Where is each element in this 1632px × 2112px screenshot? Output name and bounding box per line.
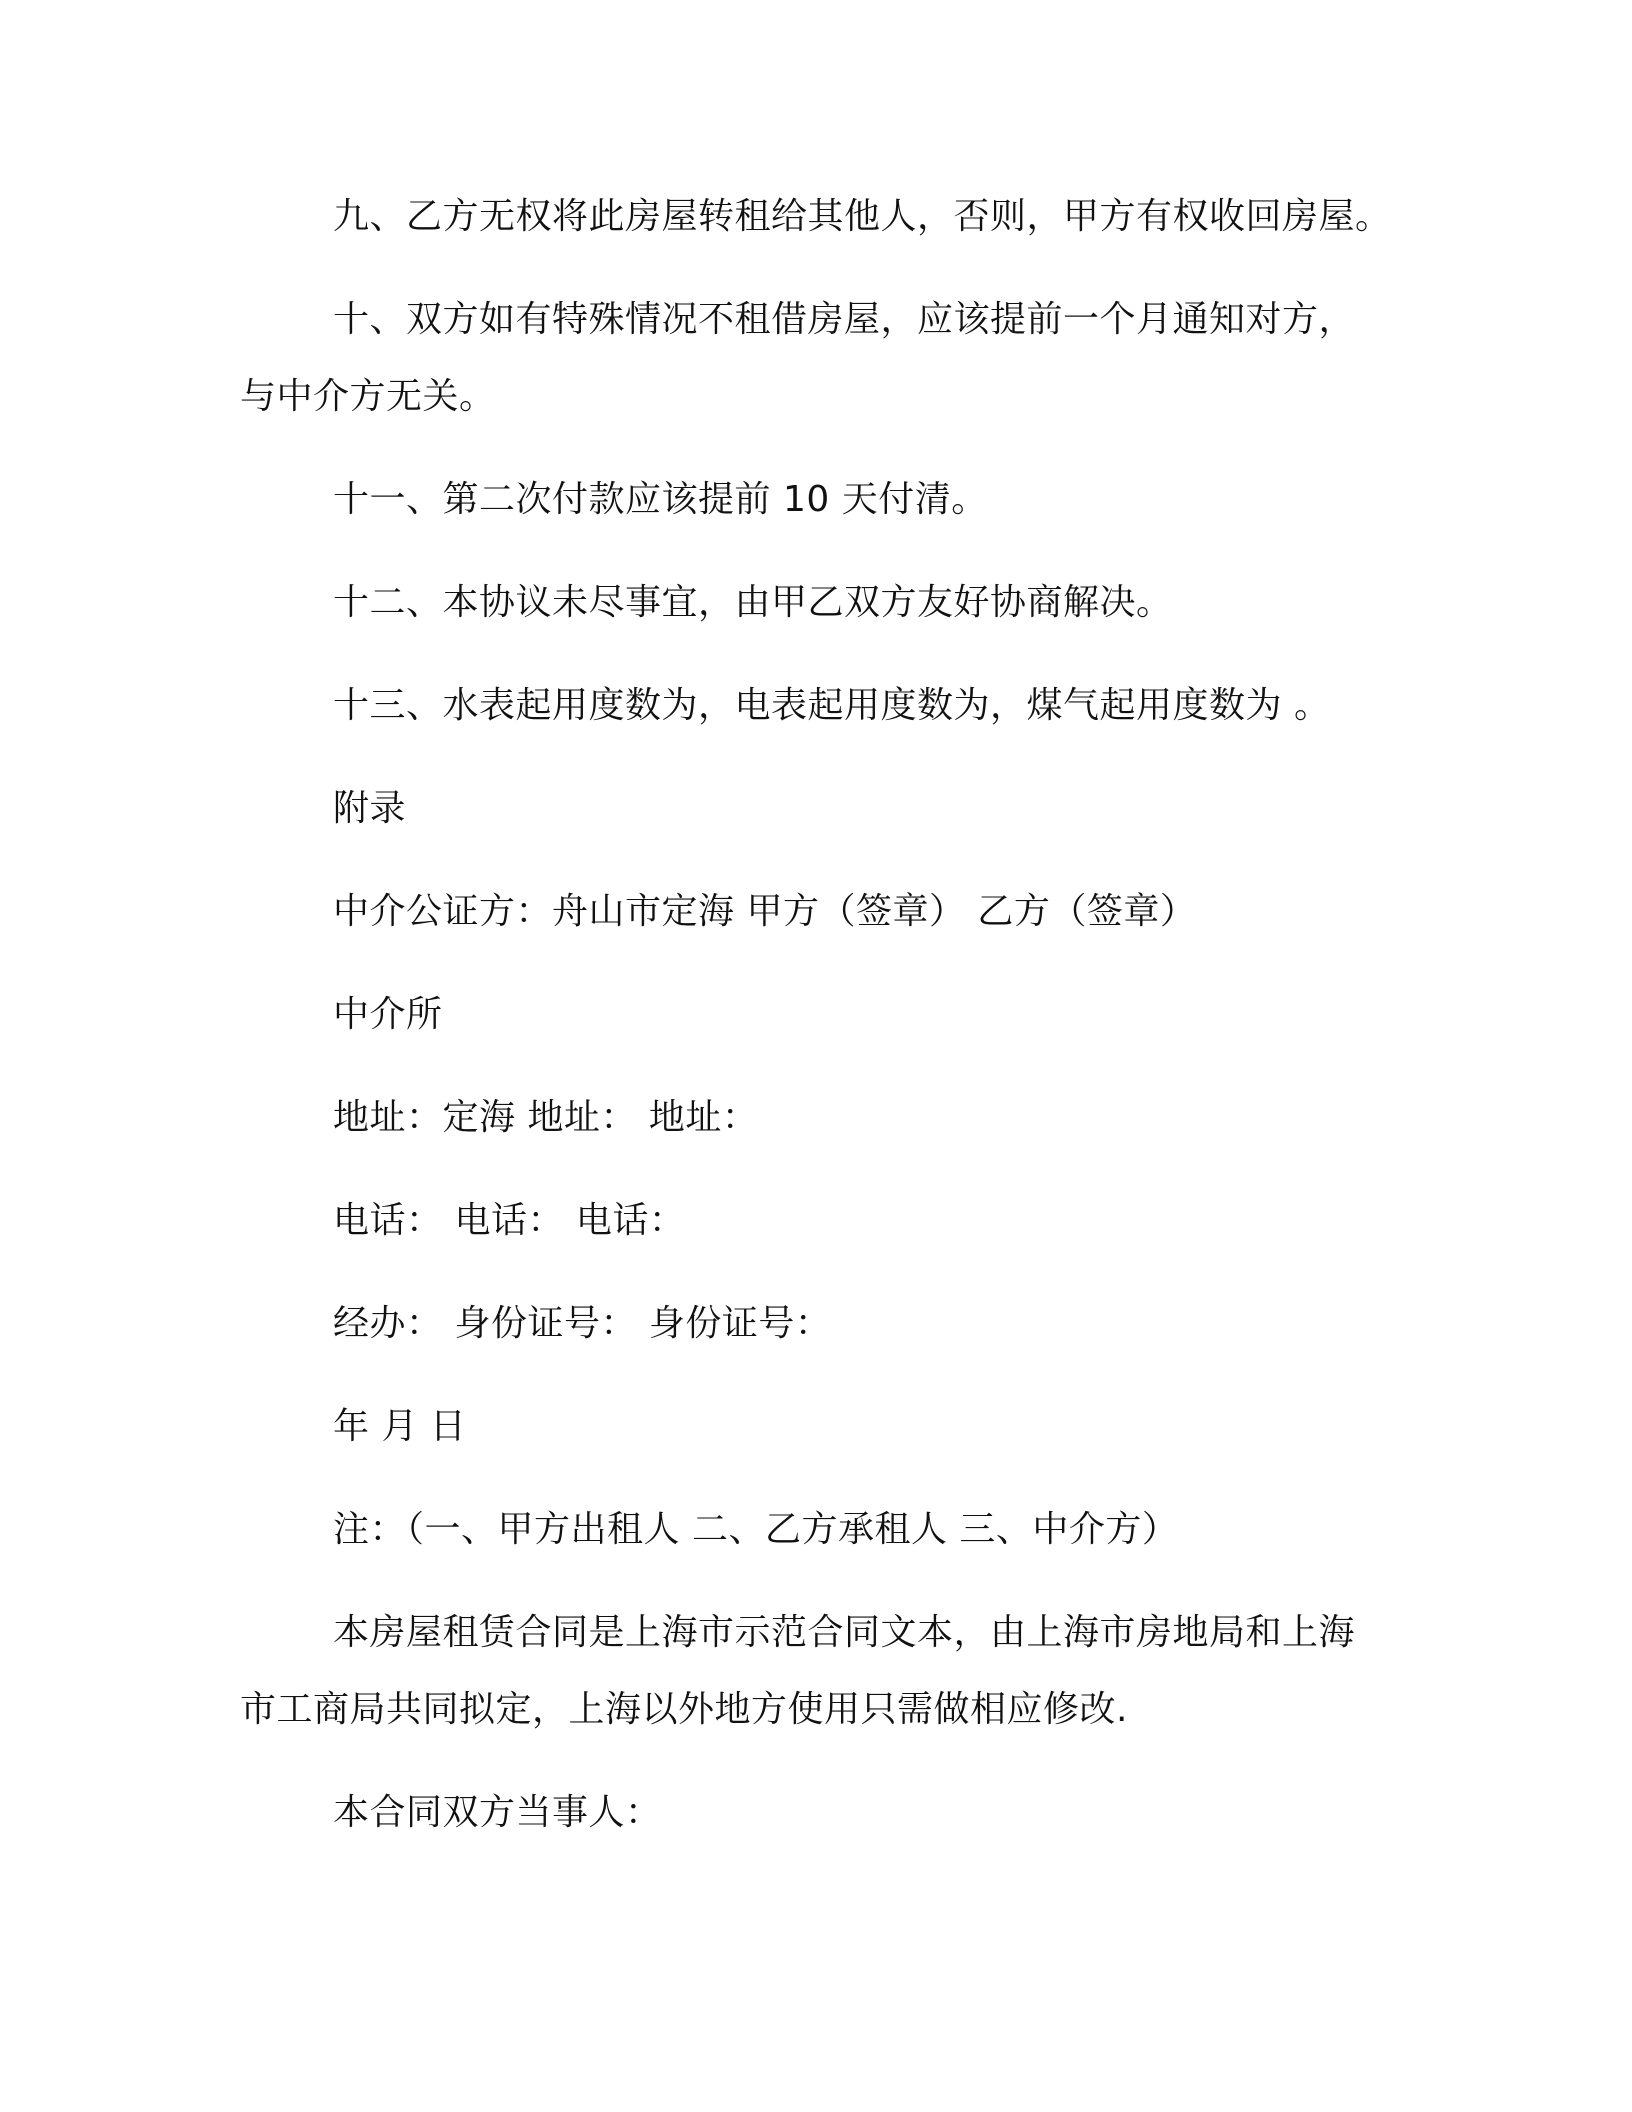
agency-name-line: 中介所 bbox=[333, 994, 443, 1035]
parties-heading: 本合同双方当事人： bbox=[333, 1792, 662, 1833]
clause-10-line-1: 十、双方如有特殊情况不租借房屋，应该提前一个月通知对方， bbox=[333, 299, 1356, 340]
phone-line: 电话： 电话： 电话： bbox=[333, 1200, 686, 1241]
signature-parties-line: 中介公证方：舟山市定海 甲方（签章） 乙方（签章） bbox=[333, 891, 1197, 932]
clause-10-line-2: 与中介方无关。 bbox=[240, 376, 496, 417]
contract-description-line-2: 市工商局共同拟定，上海以外地方使用只需做相应修改. bbox=[240, 1689, 1128, 1730]
clause-9: 九、乙方无权将此房屋转租给其他人，否则，甲方有权收回房屋。 bbox=[333, 196, 1392, 237]
note-line: 注：（一、甲方出租人 二、乙方承租人 三、中介方） bbox=[333, 1509, 1179, 1550]
clause-11: 十一、第二次付款应该提前 10 天付清。 bbox=[333, 479, 988, 520]
address-line: 地址：定海 地址： 地址： bbox=[333, 1097, 759, 1138]
clause-12: 十二、本协议未尽事宜，由甲乙双方友好协商解决。 bbox=[333, 582, 1173, 623]
clause-13: 十三、水表起用度数为，电表起用度数为，煤气起用度数为 。 bbox=[333, 685, 1331, 726]
handler-id-line: 经办： 身份证号： 身份证号： bbox=[333, 1303, 832, 1344]
appendix-heading: 附录 bbox=[333, 788, 407, 829]
date-line: 年 月 日 bbox=[333, 1406, 467, 1447]
contract-description-line-1: 本房屋租赁合同是上海市示范合同文本，由上海市房地局和上海 bbox=[333, 1612, 1356, 1653]
